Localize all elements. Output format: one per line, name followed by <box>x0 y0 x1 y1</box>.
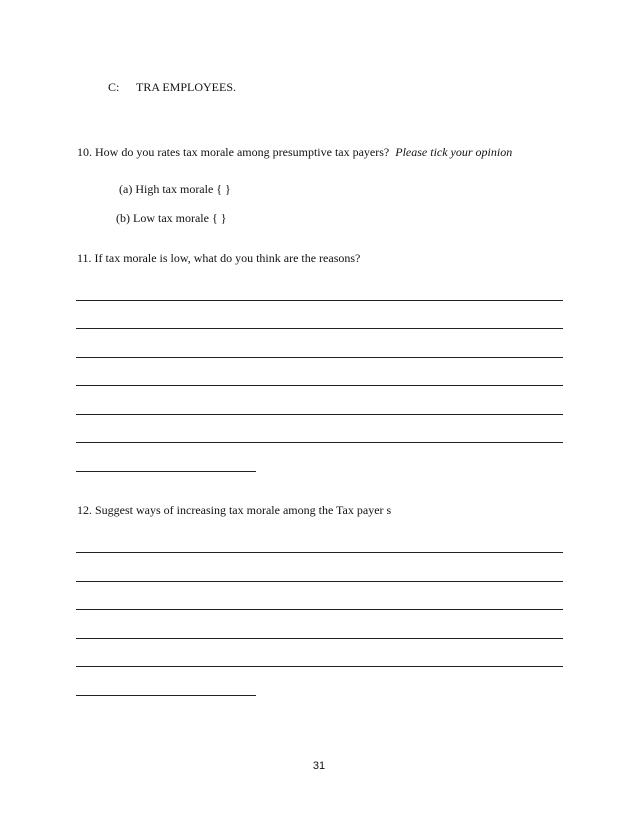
answer-line[interactable] <box>76 414 563 415</box>
page-number: 31 <box>312 760 326 772</box>
section-c-heading <box>108 80 236 95</box>
answer-line[interactable] <box>76 328 563 329</box>
answer-line[interactable] <box>76 442 563 443</box>
answer-line[interactable] <box>76 638 563 639</box>
option-high-tax-morale[interactable]: (a) High tax morale { } <box>119 182 231 196</box>
answer-line[interactable] <box>76 695 256 696</box>
answer-line[interactable] <box>76 581 563 582</box>
question-10-note: Please tick your opinion <box>395 145 513 159</box>
question-10-text: 10. How do you rates tax morale among presumptive tax payers? <box>77 145 390 159</box>
answer-line[interactable] <box>76 385 563 386</box>
section-letter: C: <box>108 80 120 94</box>
option-low-tax-morale[interactable]: (b) Low tax morale { } <box>116 211 227 225</box>
question-10 <box>77 145 512 160</box>
answer-line[interactable] <box>76 471 256 472</box>
question-11-text: 11. If tax morale is low, what do you think are the reasons? <box>77 251 361 265</box>
question-12-text: 12. Suggest ways of increasing tax morale among the Tax payer s <box>77 503 392 517</box>
answer-line[interactable] <box>76 357 563 358</box>
answer-line[interactable] <box>76 609 563 610</box>
answer-line[interactable] <box>76 666 563 667</box>
answer-line[interactable] <box>76 300 563 301</box>
section-label: TRA EMPLOYEES. <box>136 80 237 94</box>
answer-line[interactable] <box>76 552 563 553</box>
